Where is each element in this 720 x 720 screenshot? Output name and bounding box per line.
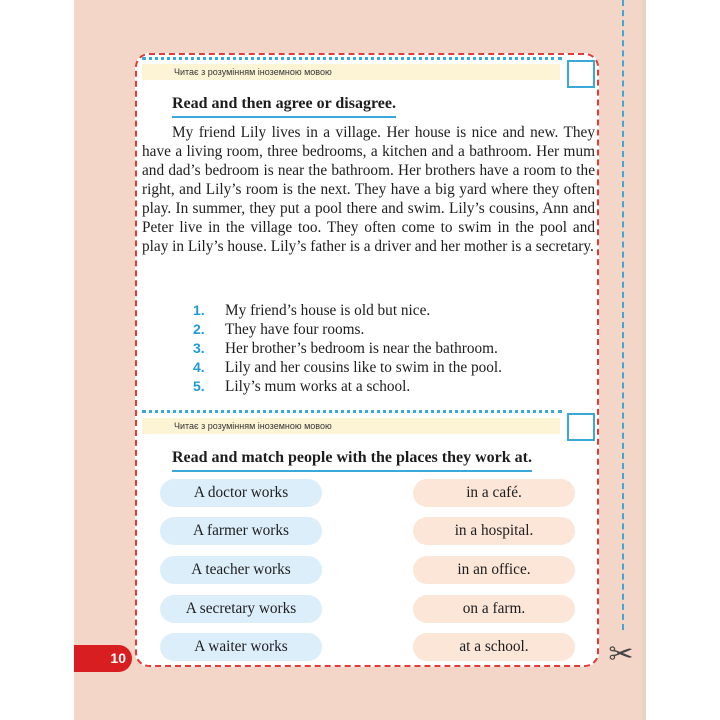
statement-text: Her brother’s bedroom is near the bathroom. — [225, 340, 498, 357]
task1-score-box[interactable] — [567, 60, 595, 88]
statement-text: Lily and her cousins like to swim in the pool. — [225, 359, 503, 376]
statement-number: 1. — [193, 302, 205, 318]
statement-item — [193, 377, 502, 396]
page-number: 10 — [74, 645, 132, 672]
statement-item — [193, 339, 502, 358]
page-edge — [642, 0, 646, 720]
story-text: My friend Lily lives in a village. Her house is nice and new. They have a living room, three bedrooms, a kitchen and a bathroom. Her mum and dad’s bedroom is near the bathroom. Her brothers have a room to the right, and Lily’s room is the next. They have a big yard where they often play. In summer, they put a pool there and swim. Lily’s cousins, Ann and Peter live in the village too. They often come to swim in the pool and play in Lily’s house. Lily’s father is a driver and her mother is a secretary. — [142, 124, 595, 255]
statement-number: 5. — [193, 378, 205, 394]
place-pill[interactable]: in a hospital. — [413, 517, 575, 545]
statement-list — [193, 301, 502, 396]
statement-text: They have four rooms. — [225, 321, 365, 338]
statement-item — [193, 301, 502, 320]
place-pill[interactable]: at a school. — [413, 633, 575, 661]
statement-number: 4. — [193, 359, 205, 375]
place-pill[interactable]: in an office. — [413, 556, 575, 584]
task2-dotted-separator — [142, 410, 562, 413]
place-pill[interactable]: in a café. — [413, 479, 575, 507]
statement-text: My friend’s house is old but nice. — [225, 302, 431, 319]
place-pill[interactable]: on a farm. — [413, 595, 575, 623]
statement-number: 2. — [193, 321, 205, 337]
statement-number: 3. — [193, 340, 205, 356]
statement-item — [193, 320, 502, 339]
task2-score-box[interactable] — [567, 413, 595, 441]
person-pill[interactable]: A teacher works — [160, 556, 322, 584]
person-pill[interactable]: A secretary works — [160, 595, 322, 623]
task2-title: Read and match people with the places they work at. — [172, 449, 532, 472]
person-pill[interactable]: A farmer works — [160, 517, 322, 545]
task1-skill-label: Читає з розумінням іноземною мовою — [142, 64, 560, 80]
cut-line — [622, 0, 624, 630]
person-pill[interactable]: A waiter works — [160, 633, 322, 661]
person-pill[interactable]: A doctor works — [160, 479, 322, 507]
statement-item — [193, 358, 502, 377]
task1-dotted-separator — [142, 57, 562, 60]
statement-text: Lily’s mum works at a school. — [225, 378, 411, 395]
task1-title: Read and then agree or disagree. — [172, 95, 396, 118]
task2-skill-label: Читає з розумінням іноземною мовою — [142, 418, 560, 434]
scissors-icon: ✂ — [608, 637, 634, 672]
